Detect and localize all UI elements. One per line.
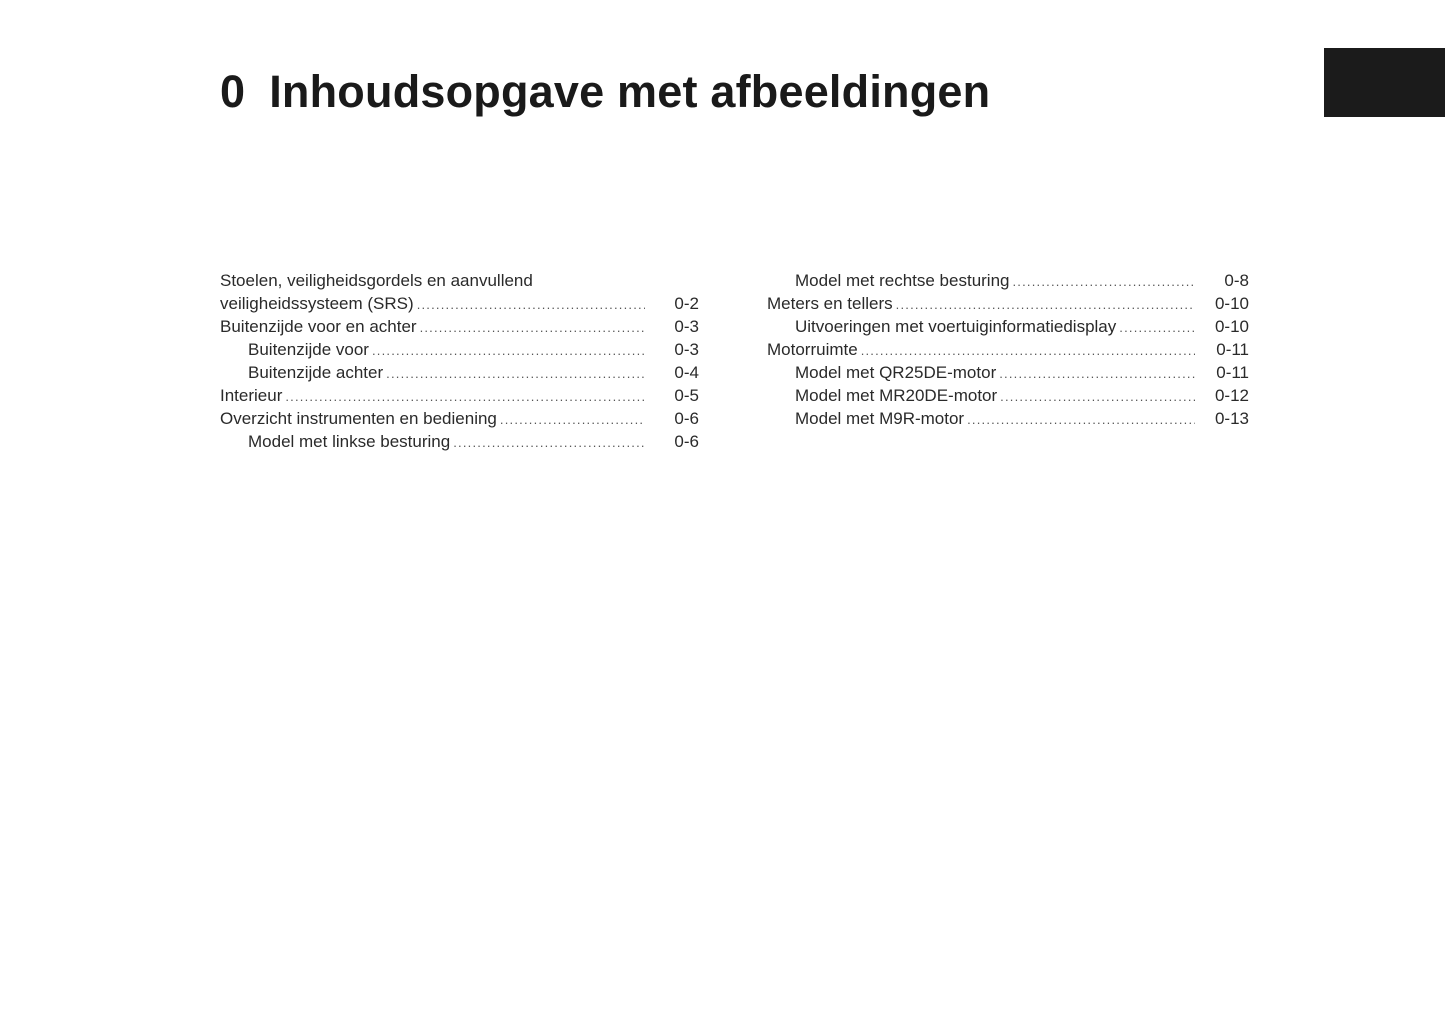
dot-leader: [372, 339, 645, 362]
dot-leader: [420, 316, 645, 339]
toc-entry-page: 0-12: [1214, 386, 1249, 405]
toc-entry-page: 0-8: [1224, 271, 1249, 290]
dot-leader: [1013, 270, 1196, 293]
toc-entry-label: Model met linkse besturing: [248, 432, 451, 451]
chapter-title: Inhoudsopgave met afbeeldingen: [269, 66, 991, 117]
dot-leader: [386, 362, 645, 385]
toc-entry-page: 0-11: [1216, 340, 1249, 359]
toc-entry-instruments-overview[interactable]: [220, 407, 699, 430]
toc-entry-label: Model met MR20DE-motor: [795, 386, 998, 405]
toc-entry-exterior-rear[interactable]: [220, 361, 699, 384]
toc-entry-page: 0-6: [674, 409, 699, 428]
toc-right-column: [767, 269, 1249, 430]
toc-entry-label: Buitenzijde achter: [248, 363, 384, 382]
toc-entry-page: 0-2: [674, 294, 699, 313]
toc-entry-label: Buitenzijde voor en achter: [220, 317, 417, 336]
toc-entry-label: Stoelen, veiligheidsgordels en aanvullend: [220, 271, 533, 290]
toc-entry-interior[interactable]: [220, 384, 699, 407]
toc-entry-m9r-engine[interactable]: [767, 407, 1249, 430]
toc-entry-info-display[interactable]: [767, 315, 1249, 338]
toc-entry-exterior[interactable]: [220, 315, 699, 338]
toc-entry-page: 0-10: [1214, 294, 1249, 313]
toc-entry-right-hand-drive[interactable]: [767, 269, 1249, 292]
toc-entry-page: 0-5: [674, 386, 699, 405]
toc-entry-label: Overzicht instrumenten en bediening: [220, 409, 497, 428]
page-title: [220, 62, 990, 122]
dot-leader: [1000, 385, 1195, 408]
dot-leader: [417, 293, 645, 316]
toc-entry-qr25de-engine[interactable]: [767, 361, 1249, 384]
toc-entry-label: Meters en tellers: [767, 294, 893, 313]
dot-leader: [967, 408, 1195, 431]
toc-entry-page: 0-10: [1214, 317, 1249, 336]
toc-entry-page: 0-3: [674, 317, 699, 336]
toc-entry-page: 0-4: [674, 363, 699, 382]
dot-leader: [999, 362, 1195, 385]
toc-entry-page: 0-6: [674, 432, 699, 451]
toc-left-column: [220, 269, 699, 453]
dot-leader: [1119, 316, 1195, 339]
dot-leader: [861, 339, 1195, 362]
toc-entry-seats-heading[interactable]: [220, 269, 699, 292]
toc-entry-mr20de-engine[interactable]: [767, 384, 1249, 407]
toc-entry-label: Uitvoeringen met voertuiginformatiedisplay: [795, 317, 1117, 336]
chapter-number: 0: [220, 66, 246, 117]
toc-entry-label: Model met QR25DE-motor: [795, 363, 997, 382]
dot-leader: [285, 385, 645, 408]
dot-leader: [453, 431, 645, 454]
chapter-tab-marker: [1324, 48, 1445, 117]
toc-entry-left-hand-drive[interactable]: [220, 430, 699, 453]
toc-entry-label: veiligheidssysteem (SRS): [220, 294, 414, 313]
toc-entry-srs[interactable]: [220, 292, 699, 315]
toc-entry-page: 0-13: [1214, 409, 1249, 428]
toc-entry-label: Interieur: [220, 386, 283, 405]
toc-entry-meters-gauges[interactable]: [767, 292, 1249, 315]
toc-entry-label: Buitenzijde voor: [248, 340, 369, 359]
toc-entry-engine-compartment[interactable]: [767, 338, 1249, 361]
toc-entry-exterior-front[interactable]: [220, 338, 699, 361]
toc-entry-label: Model met rechtse besturing: [795, 271, 1010, 290]
dot-leader: [896, 293, 1195, 316]
toc-entry-page: 0-11: [1216, 363, 1249, 382]
toc-entry-page: 0-3: [674, 340, 699, 359]
dot-leader: [500, 408, 645, 431]
toc-entry-label: Model met M9R-motor: [795, 409, 965, 428]
toc-entry-label: Motorruimte: [767, 340, 858, 359]
